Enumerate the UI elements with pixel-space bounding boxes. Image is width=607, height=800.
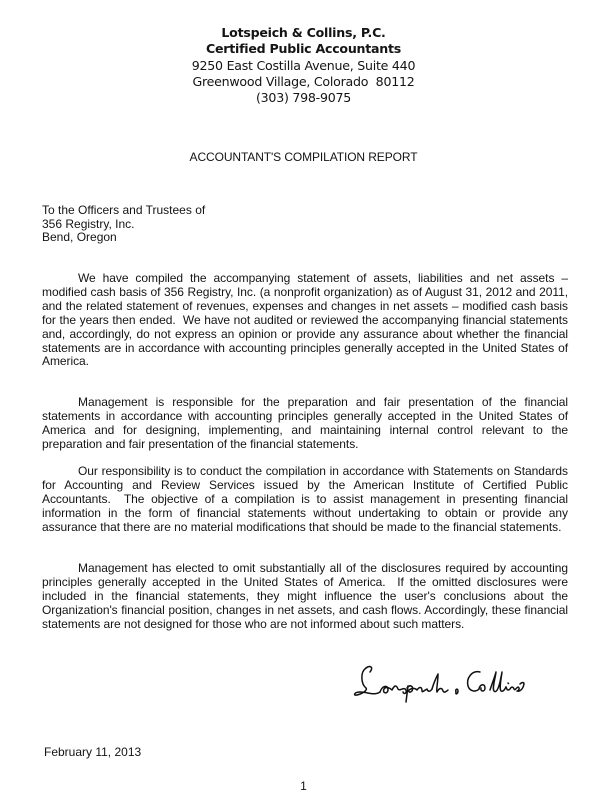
handwritten-signature-icon <box>352 662 527 706</box>
firm-type: Certified Public Accountants <box>205 41 402 57</box>
paragraph-compilation-scope: We have compiled the accompanying statement of assets, liabilities and net assets – modified cash basis of 356 Registry, Inc. (a nonprofit organization) as of August 31, 2012 and 2011, and the related statement of revenues, expenses and changes in net assets – modified cash basis for the years then ended. We have not audited or reviewed the accompanying financial statements and, accordingly, do not express an opinion or provide any assurance about whether the financial statements are in accordance with accounting principles generally accepted in the United States of America. <box>42 271 572 369</box>
paragraph-management-responsibility: Management is responsible for the preparation and fair presentation of the financial statements in accordance with accounting principles generally accepted in the United States of America and for designing, implementing, and maintaining internal control relevant to the preparation and fair presentation of the financial statements. <box>42 395 568 451</box>
page-number: 1 <box>300 779 307 793</box>
report-title: ACCOUNTANT'S COMPILATION REPORT <box>189 150 418 164</box>
firm-phone: (303) 798-9075 <box>256 90 351 106</box>
report-date: February 11, 2013 <box>44 745 142 759</box>
addressee-block <box>42 204 205 245</box>
letterhead <box>0 25 607 106</box>
paragraph-omitted-disclosures: Management has elected to omit substantially all of the disclosures required by accounting principles generally accepted in the United States of America. If the omitted disclosures were included in the financial statements, they might influence the user's conclusions about the Organization's financial position, changes in net assets, and cash flows. Accordingly, these financial statements are not designed for those who are not informed about such matters. <box>42 561 572 631</box>
firm-street-address: 9250 East Costilla Avenue, Suite 440 <box>191 57 416 73</box>
addressee-line-1: To the Officers and Trustees of <box>42 203 206 217</box>
firm-city-state-zip: Greenwood Village, Colorado 80112 <box>192 73 415 89</box>
addressee-line-2: 356 Registry, Inc. <box>42 216 135 231</box>
addressee-line-3: Bend, Oregon <box>42 230 117 245</box>
paragraph-accountant-responsibility: Our responsibility is to conduct the compilation in accordance with Statements on Standards for Accounting and Review Services issued by the American Institute of Certified Public Accountants. The objective of a compilation is to assist management in presenting financial information in the form of financial statements without undertaking to obtain or provide any assurance that there are no material modifications that should be made to the financial statements. <box>42 464 572 534</box>
firm-name: Lotspeich & Collins, P.C. <box>221 25 386 40</box>
